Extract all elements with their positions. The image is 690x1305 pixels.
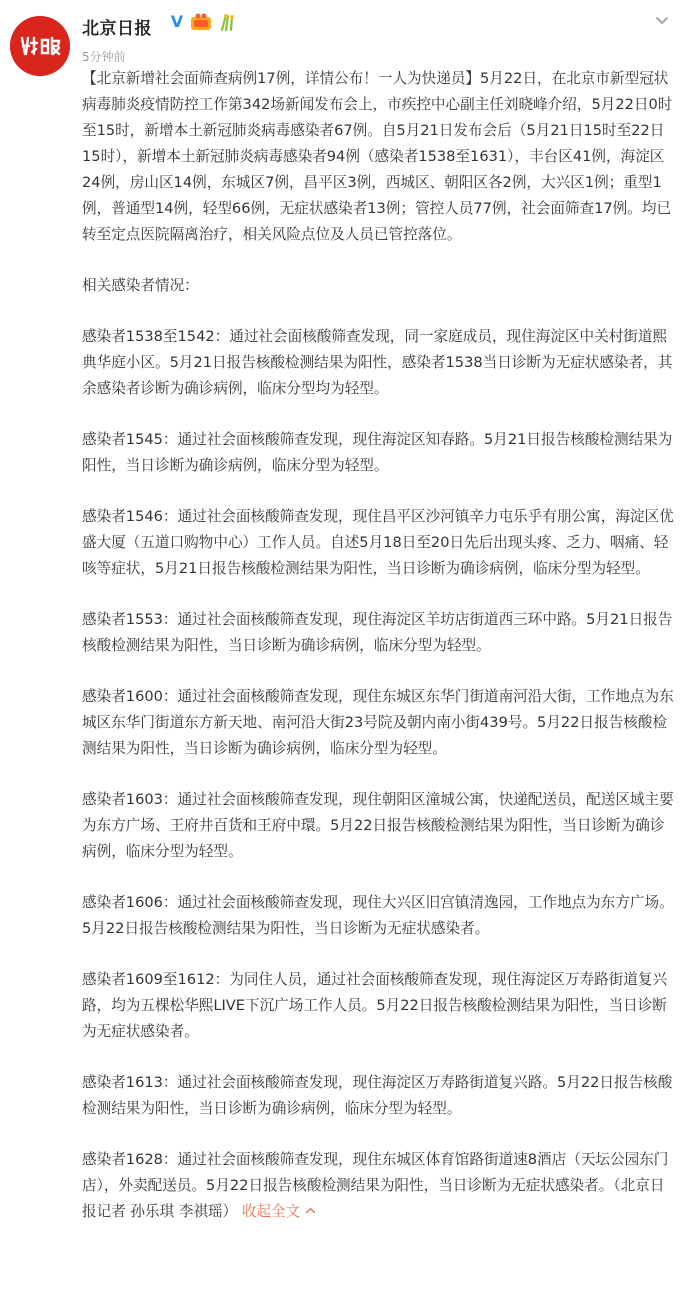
post-paragraph: 感染者1600：通过社会面核酸筛查发现，现住东城区东华门街道南河沿大街，工作地点为东城区东华门街道东方新天地、南河沿大街23号院及朝内南小街439号。5月22日报告核酸检测结果为阳性，当日诊断为确诊病例，临床分型为轻型。 [82,688,674,757]
post-header [0,0,690,70]
post-paragraph-last [82,1147,678,1225]
chevron-down-icon [652,10,672,30]
post-paragraph: 感染者1606：通过社会面核酸筛查发现，现住大兴区旧宫镇清逸园，工作地点为东方广场。5月22日报告核酸检测结果为阳性，当日诊断为无症状感染者。 [82,894,674,937]
post-content [82,66,678,1225]
post-paragraph: 感染者1553：通过社会面核酸筛查发现，现住海淀区羊坊店街道西三环中路。5月21日报告核酸检测结果为阳性，当日诊断为确诊病例，临床分型为轻型。 [82,611,673,654]
collapse-text-label: 收起全文 [241,1203,301,1220]
avatar[interactable] [10,16,70,76]
post-paragraph: 感染者1609至1612：为同住人员，通过社会面核酸筛查发现，现住海淀区万寿路街道复兴路，均为五棵松华熙LIVE下沉广场工作人员。5月22日报告核酸检测结果为阳性，当日诊断为无症状感染者。 [82,971,668,1040]
post-paragraph: 感染者1613：通过社会面核酸筛查发现，现住海淀区万寿路街道复兴路。5月22日报告核酸检测结果为阳性，当日诊断为确诊病例，临床分型为轻型。 [82,1074,673,1117]
vip-badge-icon [190,12,212,32]
author-badges [168,12,238,32]
author-name[interactable]: 北京日报 [82,19,152,39]
post-paragraph: 【北京新增社会面筛查病例17例，详情公布！一人为快递员】5月22日，在北京市新型冠状病毒肺炎疫情防控工作第342场新闻发布会上，市疾控中心副主任刘晓峰介绍，5月22日0时至15时，新增本土新冠肺炎病毒感染者67例。自5月21日发布会后（5月21日15时至22日15时），新增本土新冠肺炎病毒感染者94例（感染者1538至1631），丰台区41例，海淀区24例，房山区14例，东城区7例，昌平区3例，西城区、朝阳区各2例，大兴区1例；重型1例，普通型14例，轻型66例，无症状感染者13例；管控人员77例，社会面筛查17例。均已转至定点医院隔离治疗，相关风险点位及人员已管控落位。 [82,70,673,243]
logo-icon [10,16,70,76]
more-options-button[interactable] [652,10,672,30]
medal-badge-icon [216,12,238,32]
chevron-up-icon [305,1205,316,1216]
post-paragraph-text: 感染者1628：通过社会面核酸筛查发现，现住东城区体育馆路街道速8酒店（天坛公园东门店），外卖配送员。5月22日报告核酸检测结果为阳性，当日诊断为无症状感染者。（北京日报记者 孙乐琪 李祺瑶） [82,1151,669,1220]
collapse-text-link[interactable] [242,1203,316,1220]
post-paragraph: 感染者1538至1542：通过社会面核酸筛查发现，同一家庭成员，现住海淀区中关村街道熙典华庭小区。5月21日报告核酸检测结果为阳性，感染者1538当日诊断为无症状感染者，其余感染者诊断为确诊病例，临床分型均为轻型。 [82,328,673,397]
post-paragraph: 感染者1546：通过社会面核酸筛查发现，现住昌平区沙河镇辛力屯乐乎有朋公寓，海淀区优盛大厦（五道口购物中心）工作人员。自述5月18日至20日先后出现头疼、乏力、咽痛、轻咳等症状，5月21日报告核酸检测结果为阳性，当日诊断为确诊病例，临床分型为轻型。 [82,508,674,577]
post-paragraph: 感染者1603：通过社会面核酸筛查发现，现住朝阳区潼城公寓，快递配送员，配送区域主要为东方广场、王府井百货和王府中環。5月22日报告核酸检测结果为阳性，当日诊断为确诊病例，临床分型为轻型。 [82,791,674,860]
post-time: 5分钟前 [82,50,126,64]
post-paragraph: 感染者1545：通过社会面核酸筛查发现，现住海淀区知春路。5月21日报告核酸检测结果为阳性，当日诊断为确诊病例，临床分型为轻型。 [82,431,673,474]
post-paragraph: 相关感染者情况： [82,277,199,294]
verified-icon: V [168,13,186,31]
